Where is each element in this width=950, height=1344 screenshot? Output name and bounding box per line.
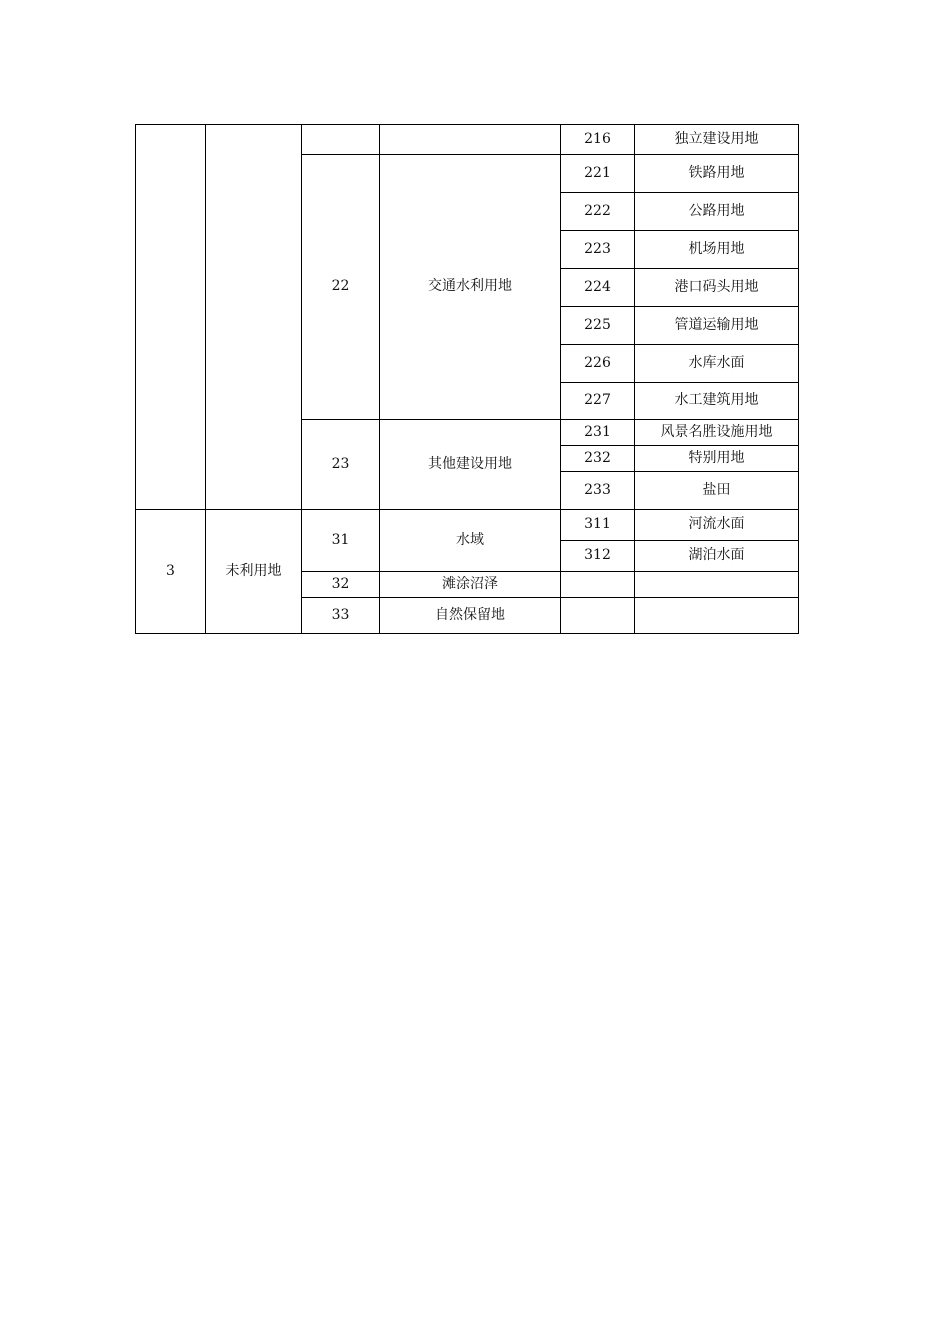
group-code: 31 [302, 510, 380, 572]
item-code: 224 [561, 269, 635, 307]
item-code: 312 [561, 541, 635, 572]
group-code: 33 [302, 598, 380, 634]
item-code: 311 [561, 510, 635, 541]
item-name: 湖泊水面 [635, 541, 799, 572]
item-code: 223 [561, 231, 635, 269]
group-code: 23 [302, 420, 380, 510]
group-name: 其他建设用地 [380, 420, 561, 510]
item-code: 231 [561, 420, 635, 446]
table-row [136, 125, 799, 155]
group-name: 水域 [380, 510, 561, 572]
item-code-empty [561, 572, 635, 598]
item-name-empty [635, 572, 799, 598]
item-code: 233 [561, 472, 635, 510]
item-code: 221 [561, 155, 635, 193]
item-code-empty [561, 598, 635, 634]
item-name: 机场用地 [635, 231, 799, 269]
group-code: 32 [302, 572, 380, 598]
table-row [136, 510, 799, 541]
item-name: 管道运输用地 [635, 307, 799, 345]
item-code: 225 [561, 307, 635, 345]
item-name-empty [635, 598, 799, 634]
item-code: 232 [561, 446, 635, 472]
category-name: 未利用地 [206, 510, 302, 634]
item-code: 216 [561, 125, 635, 155]
item-code: 222 [561, 193, 635, 231]
group-name-cell-empty [380, 125, 561, 155]
item-code: 226 [561, 345, 635, 383]
item-name: 风景名胜设施用地 [635, 420, 799, 446]
item-code: 227 [561, 383, 635, 420]
item-name: 港口码头用地 [635, 269, 799, 307]
item-name: 盐田 [635, 472, 799, 510]
category-code-cell-empty [136, 125, 206, 510]
land-use-classification-table [135, 124, 799, 634]
group-name: 自然保留地 [380, 598, 561, 634]
category-code: 3 [136, 510, 206, 634]
item-name: 河流水面 [635, 510, 799, 541]
group-code: 22 [302, 155, 380, 420]
group-name: 交通水利用地 [380, 155, 561, 420]
item-name: 水库水面 [635, 345, 799, 383]
item-name: 水工建筑用地 [635, 383, 799, 420]
item-name: 独立建设用地 [635, 125, 799, 155]
category-name-cell-empty [206, 125, 302, 510]
group-code-cell-empty [302, 125, 380, 155]
item-name: 特别用地 [635, 446, 799, 472]
item-name: 铁路用地 [635, 155, 799, 193]
item-name: 公路用地 [635, 193, 799, 231]
group-name: 滩涂沼泽 [380, 572, 561, 598]
